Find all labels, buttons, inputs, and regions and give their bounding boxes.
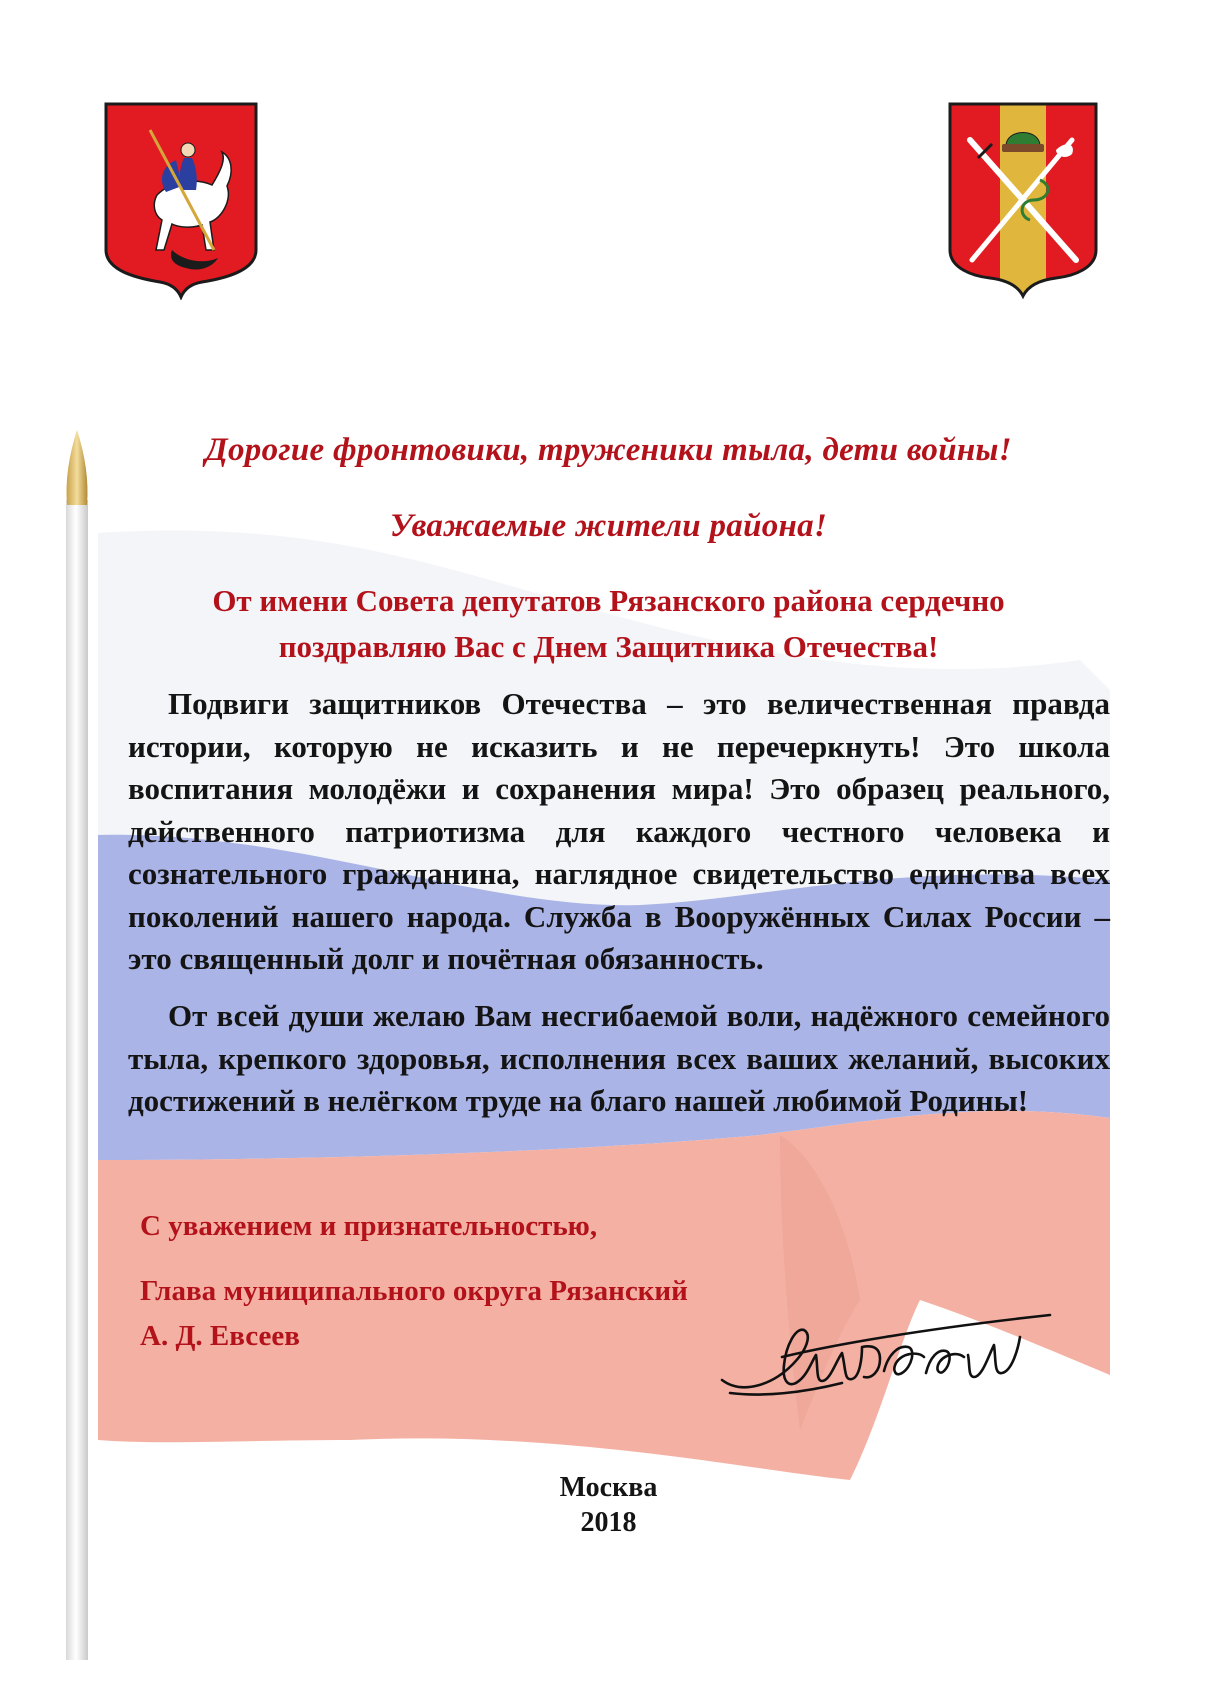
flagpole-finial-icon: [66, 430, 87, 505]
ryazansky-district-coat-of-arms-icon: [944, 100, 1102, 300]
congratulation-line: [90, 578, 1127, 670]
moscow-coat-of-arms-icon: [102, 100, 260, 300]
body-paragraph-1: Подвиги защитников Отечества – это величественная правда истории, которую не исказить и не перечеркнуть! Это школа воспитания молодёжи и сохранения мира! Это образец реального, действенного патриотизма для каждого честного человека и сознательного гражданина, наглядное свидетельство единства всех поколений нашего народа. Служба в Вооружённых Силах России – это священный долг и почётная обязанность.: [128, 686, 1110, 976]
signatory-title: Глава муниципального округа Рязанский: [140, 1275, 688, 1307]
handwritten-signature: [712, 1285, 1062, 1415]
congratulation-line-2: поздравляю Вас с Днем Защитника Отечества!: [278, 629, 939, 664]
congratulation-line-1: От имени Совета депутатов Рязанского района сердечно: [212, 583, 1005, 618]
footer-year: 2018: [580, 1507, 637, 1538]
greeting-residents: Уважаемые жители района!: [389, 508, 828, 544]
closing-phrase: С уважением и признательностью,: [140, 1210, 598, 1242]
greeting-veterans: Дорогие фронтовики, труженики тыла, дети войны!: [205, 432, 1012, 468]
body-paragraph-2: От всей души желаю Вам несгибаемой воли, надёжного семейного тыла, крепкого здоровья, исполнения всех ваших желаний, высоких достижений в нелёгком труде на благо нашей любимой Родины!: [128, 998, 1110, 1118]
footer-city: Москва: [559, 1472, 658, 1503]
signatory-name: А. Д. Евсеев: [140, 1320, 300, 1352]
